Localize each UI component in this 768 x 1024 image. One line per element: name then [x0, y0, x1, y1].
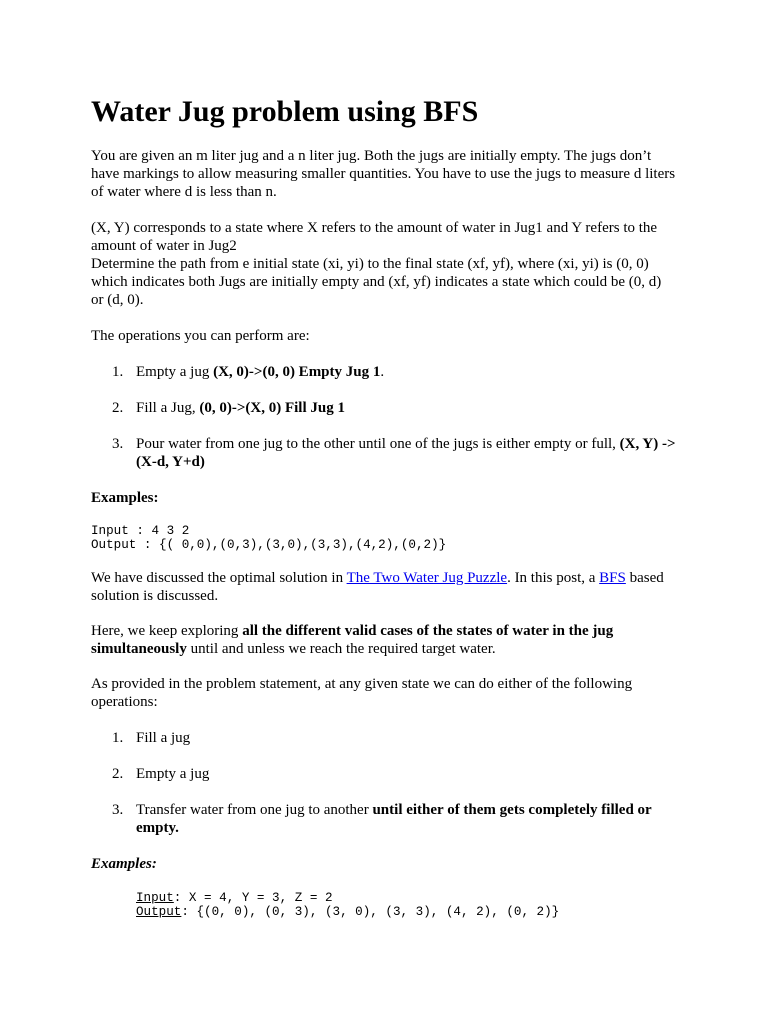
input-label: Input — [136, 891, 174, 905]
explore-paragraph: Here, we keep exploring all the different valid cases of the states of water in the jug simultaneously until and unless we reach the required target water. — [91, 623, 614, 657]
state-definition: (X, Y) corresponds to a state where X refers to the amount of water in Jug1 and Y refers to the amount of water in Jug2 — [91, 220, 658, 254]
example-output: Output : {( 0,0),(0,3),(3,0),(3,3),(4,2),(0,2)} — [91, 538, 447, 552]
bfs-link[interactable]: BFS — [599, 570, 626, 586]
operations-intro: The operations you can perform are: — [91, 328, 310, 344]
examples-heading: Examples: — [91, 490, 159, 506]
bfs-operations-list — [91, 729, 676, 837]
list-number: 3. — [112, 436, 124, 452]
list-number: 1. — [112, 364, 124, 380]
example-input: Input : 4 3 2 — [91, 524, 190, 538]
path-definition: Determine the path from e initial state (xi, yi) to the final state (xf, yf), where (xi, yi) is (0, 0) which indicates both Jugs are initially empty and (xf, yf) indicates a state which could be (0, d) or (d, 0). — [91, 256, 662, 308]
list-item: 2. Empty a jug — [112, 766, 210, 782]
output-label: Output — [136, 905, 182, 919]
list-number: 2. — [112, 400, 124, 416]
example-code-block — [91, 524, 676, 552]
two-water-jug-puzzle-link[interactable]: The Two Water Jug Puzzle — [346, 570, 508, 586]
list-number: 2. — [112, 766, 124, 782]
examples2-heading: Examples: — [91, 856, 157, 872]
list-item: 2. Fill a Jug, (0, 0)->(X, 0) Fill Jug 1 — [112, 400, 345, 416]
list-number: 1. — [112, 730, 124, 746]
operations-list — [91, 363, 676, 471]
page-title: Water Jug problem using BFS — [91, 95, 479, 128]
provided-paragraph: As provided in the problem statement, at any given state we can do either of the following operations: — [91, 676, 633, 710]
discussed-paragraph: We have discussed the optimal solution in The Two Water Jug Puzzle. In this post, a BFS based solution is discussed. — [91, 570, 664, 604]
list-item: 3. Transfer water from one jug to another until either of them gets completely filled or empty. — [112, 802, 652, 836]
intro-paragraph: You are given an m liter jug and a n liter jug. Both the jugs are initially empty. The jugs don’t have markings to allow measuring smaller quantities. You have to use the jugs to measure d liters of water where d is less than n. — [91, 148, 676, 200]
list-item: 1. Fill a jug — [112, 730, 191, 746]
list-item: 3. Pour water from one jug to the other until one of the jugs is either empty or full, (X, Y) -> (X-d, Y+d) — [112, 436, 676, 470]
list-item: 1. Empty a jug (X, 0)->(0, 0) Empty Jug 1. — [112, 364, 385, 380]
list-number: 3. — [112, 802, 124, 818]
example2-code-block: Input: X = 4, Y = 3, Z = 2 Output: {(0, 0), (0, 3), (3, 0), (3, 3), (4, 2), (0, 2)} — [136, 891, 560, 919]
